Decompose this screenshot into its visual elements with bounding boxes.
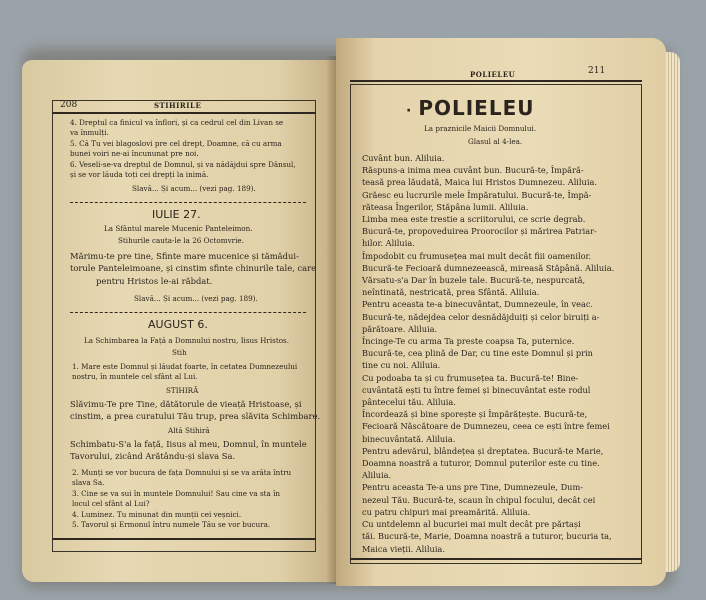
- text-line: teasă prea lăudată, Maica lui Hristos Dumnezeu. Aliluia.: [362, 177, 597, 188]
- alta-stihira-label: Altă Stihiră: [168, 426, 210, 435]
- text-line: Bucură-te, cea plină de Dar, cu tine este Domnul și prin: [362, 348, 593, 359]
- text-line: Bucură-te Fecioară dumnezeească, mireasă Stăpână. Aliluia.: [362, 262, 615, 273]
- alta-stihira-text: [70, 438, 307, 463]
- text-line: Pentru aceasta Te-a uns pre Tine, Dumnezeule, Dum-: [362, 482, 583, 493]
- text-line: Fecioară Născătoare de Dumnezeu, ceea ce ești între femei: [362, 421, 610, 432]
- left-page-number: 208: [60, 100, 78, 110]
- text-line: torule Panteleimoane, și cinstim sfinte chinurile tale, care: [70, 263, 317, 274]
- section-divider: [70, 312, 306, 313]
- text-line: Aliluia.: [362, 470, 392, 481]
- verse-line: 3. Cine se va sui în muntele Domnului! Sau cine va sta în: [72, 488, 281, 498]
- text-line: Vărsatu-s'a Dar în buzele tale. Bucură-te, nespurcată,: [362, 275, 586, 286]
- text-line: Pentru adevărul, blândețea și dreptatea. Bucură-te Marie,: [362, 445, 604, 456]
- polieleu-text: [362, 152, 614, 555]
- verse-line: 5. Că Tu vei blagoslovi pre cel drept, Doamne, că cu arma: [70, 138, 282, 148]
- stihira-text: [70, 398, 320, 423]
- verse-line: și se vor lăuda toți cei drepți la inimă.: [70, 170, 209, 180]
- section-title-august: AUGUST 6.: [148, 318, 208, 331]
- text-line: părătoare. Aliluia.: [362, 323, 438, 334]
- text-line: Maica vieții. Aliluia.: [362, 543, 445, 554]
- text-line: cuvântată ești tu între femei și binecuvântat este rodul: [362, 384, 591, 395]
- verse-line: 5. Tavorul și Ermonul întru numele Tău se vor bucura.: [72, 520, 271, 530]
- section-subtitle: La Schimbarea la Față a Domnului nostru, Iisus Hristos.: [84, 336, 290, 345]
- text-line: nezeul Tău. Bucură-te, scaun în chipul focului, decât cei: [362, 494, 596, 505]
- section-note: Stihurile cauta-le la 26 Octomvrie.: [118, 236, 244, 245]
- stih-text: [72, 362, 297, 383]
- left-bottom-verses: [72, 468, 291, 530]
- verse-line: slava Sa.: [72, 478, 105, 488]
- slava-note: Slavă... Și acum... (vezi pag. 189).: [132, 184, 256, 193]
- right-page: [336, 38, 666, 586]
- verse-line: 6. Veseli-se-va dreptul de Domnul, și va nădăjdui spre Dânsul,: [70, 159, 296, 169]
- verse-line: 4. Luminez. Tu minunat din munții cei veșnici.: [72, 509, 242, 519]
- page-title: [406, 96, 534, 120]
- right-header-rule: [350, 80, 642, 82]
- text-line: Bucură-te, nădejdea celor desnădăjduiți și celor biruiți a-: [362, 311, 600, 322]
- tone-label: Glasul al 4-lea.: [468, 137, 523, 146]
- left-header-rule: [52, 112, 316, 114]
- verse-line: locul cel sfânt al Lui?: [72, 499, 150, 509]
- text-line: Cuvânt bun. Aliluia.: [362, 153, 445, 163]
- text-line: Bucură-te, propoveduirea Proorocilor și mărirea Patriar-: [362, 226, 597, 237]
- stihira-label: STIHIRĂ: [166, 386, 199, 395]
- text-line: neîntinată, nestricată, prea Sfântă. Aliluia.: [362, 287, 540, 298]
- left-top-verses: [70, 118, 296, 180]
- text-line: Cu untdelemn al bucuriei mai mult decât pre părtași: [362, 519, 581, 530]
- verse-line: nostru, în muntele cel sfânt al Lui.: [72, 372, 198, 382]
- text-line: Împodobit cu frumusețea mai mult decât fiii oamenilor.: [362, 250, 592, 261]
- verse-line: 4. Dreptul ca finicul va înflori, și ca cedrul cel din Livan se: [70, 118, 284, 127]
- text-line: pentru Hristos le-ai răbdat.: [96, 275, 213, 286]
- section1-text: [70, 250, 316, 287]
- text-line: Mărimu-te pre tine, Sfinte mare mucenice și tămădui-: [70, 251, 299, 261]
- text-line: Tavorului, zicând Arătându-și slava Sa.: [70, 451, 236, 462]
- text-line: Slăvimu-Te pre Tine, dătătorule de vieață Hristoase, și: [70, 399, 302, 409]
- text-line: binecuvântată. Aliluia.: [362, 433, 456, 444]
- text-line: cu patru chipuri mai preamărită. Aliluia.: [362, 506, 531, 517]
- text-line: tine cu noi. Aliluia.: [362, 360, 441, 371]
- verse-line: 1. Mare este Domnul și lăudat foarte, în cetatea Dumnezeului: [72, 362, 298, 371]
- text-line: hilor. Aliluia.: [362, 238, 415, 249]
- verse-line: bunei voiri ne-ai încununat pre noi.: [70, 149, 199, 159]
- left-page: [22, 60, 340, 582]
- stih-label: Stih: [172, 348, 187, 357]
- title-dot: ·: [406, 103, 413, 119]
- right-running-head: POLIELEU: [470, 70, 516, 79]
- right-page-number: 211: [588, 66, 606, 76]
- slava-note: Slavă... Și acum... (vezi pag. 189).: [134, 294, 258, 303]
- text-line: Răspuns-a inima mea cuvânt bun. Bucură-te, Împără-: [362, 165, 584, 176]
- section-subtitle: La Sfântul marele Mucenic Panteleimon.: [104, 224, 253, 233]
- text-line: Grăesc eu lucrurile mele Împăratului. Bucură-te, Împă-: [362, 189, 592, 200]
- text-line: pântecelui tău. Aliluia.: [362, 397, 456, 408]
- text-line: cinstim, a prea curatului Tău trup, prea slăvita Schimbare.: [70, 411, 321, 422]
- verse-line: 2. Munți se vor bucura de fața Domnului și se va arăta întru: [72, 468, 292, 477]
- text-line: Schimbatu-S'a la față, Iisus al meu, Domnul, în muntele: [70, 439, 307, 449]
- text-line: Cu podoaba ta și cu frumusețea ta. Bucură-te! Bine-: [362, 372, 579, 383]
- left-footer-rule: [52, 538, 316, 540]
- text-line: Limba mea este trestie a scriitorului, ce scrie degrab.: [362, 214, 586, 225]
- text-line: Încordează și bine sporește și Împărățește. Bucură-te,: [362, 409, 588, 420]
- text-line: răteasa Îngerilor, Stăpâna lumii. Aliluia.: [362, 201, 529, 212]
- verse-line: va înmulți.: [70, 128, 109, 138]
- text-line: Încinge-Te cu arma Ta preste coapsa Ta, puternice.: [362, 336, 575, 347]
- text-line: tăi. Bucură-te, Marie, Doamna noastră a tuturor, bucuria ta,: [362, 531, 612, 542]
- section-title-iulie: IULIE 27.: [152, 208, 201, 221]
- text-line: Pentru aceasta te-a binecuvântat, Dumnezeule, în veac.: [362, 299, 594, 310]
- text-line: Doamna noastră a tuturor, Domnul puterilor este cu tine.: [362, 458, 600, 469]
- page-title-text: POLIELEU: [418, 96, 535, 120]
- right-footer-rule: [350, 558, 642, 560]
- section-divider: [70, 202, 306, 203]
- left-running-head: STIHIRILE: [154, 101, 202, 110]
- page-subtitle: La praznicile Maicii Domnului.: [424, 124, 537, 133]
